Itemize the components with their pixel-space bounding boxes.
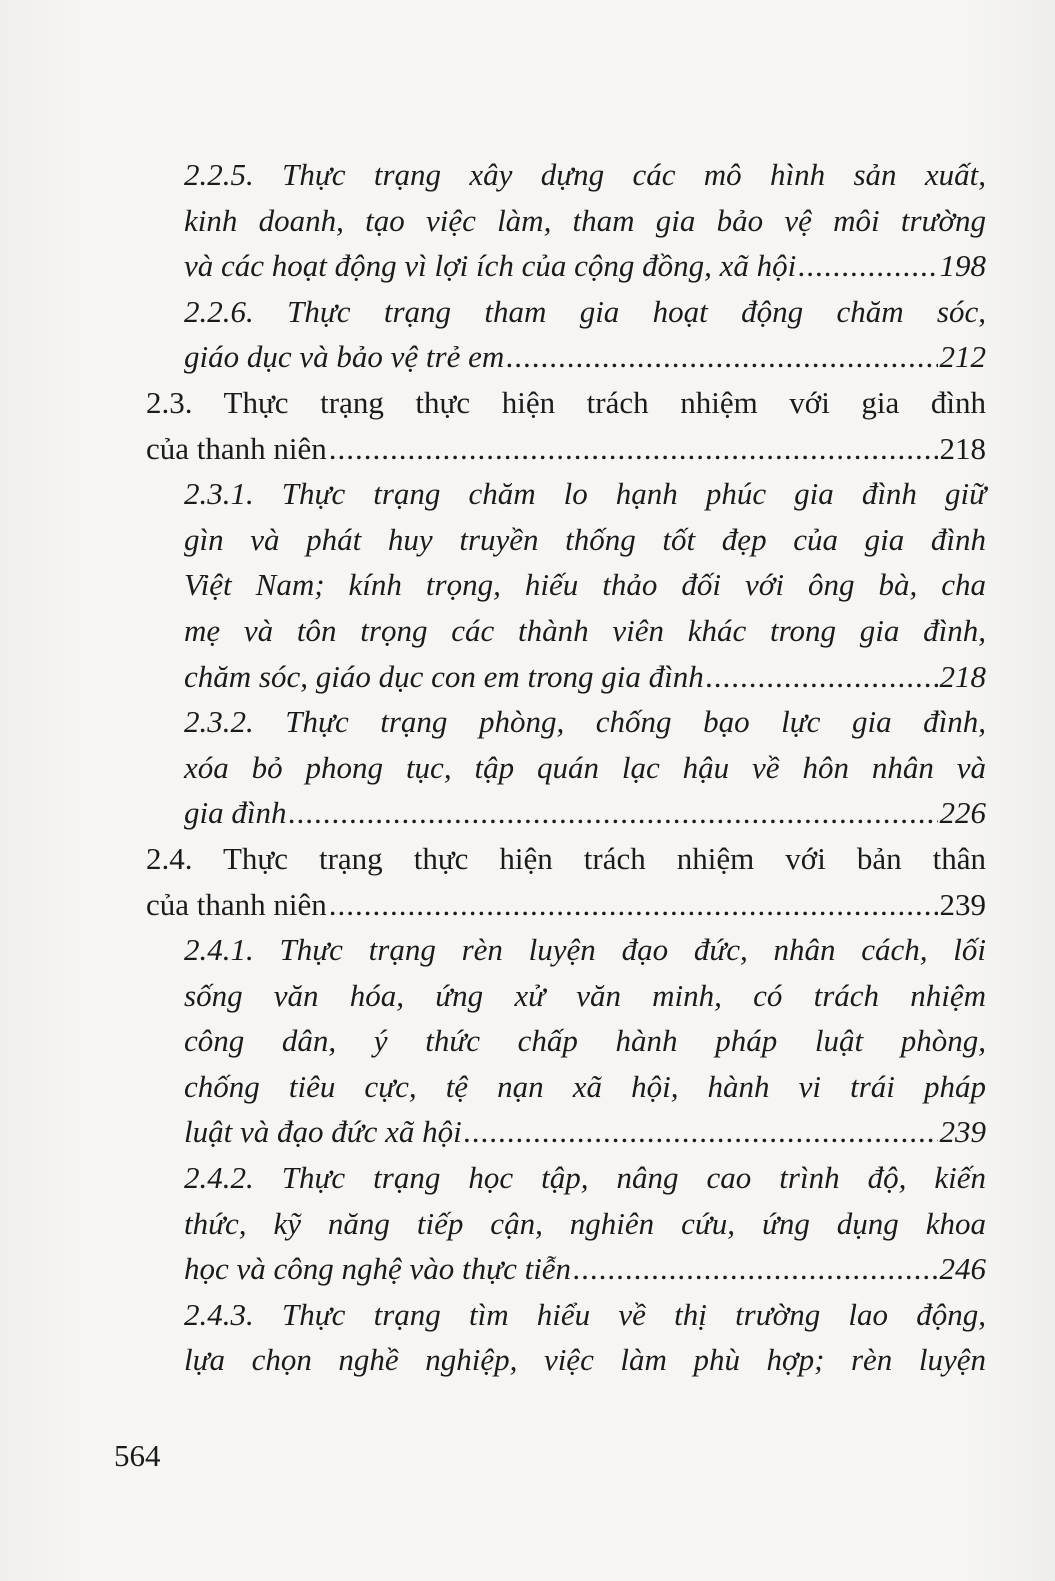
toc-entry-2-4-1-line-4 (146, 1064, 986, 1110)
toc-entry-2-2-5-line-3 (146, 243, 986, 289)
toc-text: chống tiêu cực, tệ nạn xã hội, hành vi trái pháp (184, 1068, 986, 1104)
toc-text: chăm sóc, giáo dục con em trong gia đình (184, 658, 704, 694)
toc-text: lựa chọn nghề nghiệp, việc làm phù hợp; rèn luyện (184, 1342, 986, 1378)
toc-text: 2.4.1. Thực trạng rèn luyện đạo đức, nhân cách, lối (184, 932, 986, 968)
toc-entry-2-4-1-line-5 (146, 1109, 986, 1155)
toc-text: của thanh niên (146, 430, 327, 466)
dot-leader (464, 1109, 938, 1155)
toc-entry-2-4-line-2 (146, 882, 986, 928)
toc-text: 2.2.5. Thực trạng xây dựng các mô hình sản xuất, (184, 157, 986, 192)
toc-entry-2-4-2-line-1 (146, 1155, 986, 1201)
toc-page-number: 218 (939, 658, 986, 694)
toc-entry-2-3-1-line-3 (146, 562, 986, 608)
toc-text: học và công nghệ vào thực tiễn (184, 1251, 572, 1287)
dot-leader (573, 1246, 937, 1292)
dot-leader (329, 882, 938, 928)
dot-leader (798, 243, 937, 289)
toc-entry-2-3-1-line-1 (146, 471, 986, 517)
toc-entry-2-3-2-line-2 (146, 745, 986, 791)
dot-leader (706, 654, 938, 700)
toc-text: Việt Nam; kính trọng, hiếu thảo đối với ông bà, cha (184, 567, 986, 603)
toc-entry-2-3-1-line-4 (146, 608, 986, 654)
toc-entry-2-3-line-1 (146, 380, 986, 426)
toc-entry-2-2-6-line-2 (146, 334, 986, 380)
toc-text: giáo dục và bảo vệ trẻ em (184, 339, 505, 375)
toc-text: 2.4.2. Thực trạng học tập, nâng cao trình độ, kiến (184, 1160, 986, 1196)
toc-entry-2-4-2-line-2 (146, 1201, 986, 1247)
toc-entry-2-3-2-line-1 (146, 699, 986, 745)
toc-text: 2.4.3. Thực trạng tìm hiểu về thị trường lao động, (184, 1296, 986, 1332)
toc-entry-2-4-3-line-1 (146, 1292, 986, 1338)
toc-page-number: 226 (939, 795, 986, 831)
toc-text: 2.4. Thực trạng thực hiện trách nhiệm với bản thân (146, 840, 986, 876)
dot-leader (506, 334, 937, 380)
toc-text: luật và đạo đức xã hội (184, 1114, 462, 1150)
toc-text: sống văn hóa, ứng xử văn minh, có trách nhiệm (184, 977, 986, 1013)
toc-text: 2.3. Thực trạng thực hiện trách nhiệm với gia đình (146, 384, 986, 420)
toc-text: gìn và phát huy truyền thống tốt đẹp của gia đình (184, 521, 986, 557)
toc-text: công dân, ý thức chấp hành pháp luật phòng, (184, 1023, 986, 1059)
toc-entry-2-4-1-line-1 (146, 927, 986, 973)
toc-text: 2.3.2. Thực trạng phòng, chống bạo lực gia đình, (184, 704, 986, 740)
toc-text: và các hoạt động vì lợi ích của cộng đồng, xã hội (184, 248, 797, 284)
toc-entry-2-4-1-line-3 (146, 1018, 986, 1064)
toc-entry-2-2-5-line-1 (146, 152, 986, 198)
toc-page-number: 239 (939, 886, 986, 922)
toc-text: gia đình (184, 795, 287, 831)
toc-page-number: 198 (939, 248, 986, 284)
toc-page-number: 239 (939, 1114, 986, 1150)
toc-text: thức, kỹ năng tiếp cận, nghiên cứu, ứng dụng khoa (184, 1205, 986, 1241)
dot-leader (288, 790, 937, 836)
page-number: 564 (114, 1438, 161, 1473)
toc-page-number: 212 (939, 339, 986, 375)
toc-entry-2-4-3-line-2 (146, 1337, 986, 1383)
toc-entry-2-4-1-line-2 (146, 973, 986, 1019)
dot-leader (329, 426, 938, 472)
toc-entry-2-3-1-line-2 (146, 517, 986, 563)
toc-text: mẹ và tôn trọng các thành viên khác trong gia đình, (184, 612, 986, 648)
toc-entry-2-2-5-line-2 (146, 198, 986, 244)
toc-entry-2-4-2-line-3 (146, 1246, 986, 1292)
toc-entry-2-3-1-line-5 (146, 654, 986, 700)
table-of-contents (146, 152, 986, 1383)
toc-entry-2-3-2-line-3 (146, 790, 986, 836)
toc-text: kinh doanh, tạo việc làm, tham gia bảo vệ môi trường (184, 202, 986, 238)
toc-entry-2-4-line-1 (146, 836, 986, 882)
toc-text: xóa bỏ phong tục, tập quán lạc hậu về hôn nhân và (184, 749, 986, 785)
toc-text: của thanh niên (146, 886, 327, 922)
toc-text: 2.3.1. Thực trạng chăm lo hạnh phúc gia đình giữ (184, 476, 986, 512)
toc-entry-2-2-6-line-1 (146, 289, 986, 335)
toc-entry-2-3-line-2 (146, 426, 986, 472)
toc-page-number: 246 (939, 1251, 986, 1287)
toc-page-number: 218 (939, 430, 986, 466)
toc-text: 2.2.6. Thực trạng tham gia hoạt động chăm sóc, (184, 293, 986, 329)
